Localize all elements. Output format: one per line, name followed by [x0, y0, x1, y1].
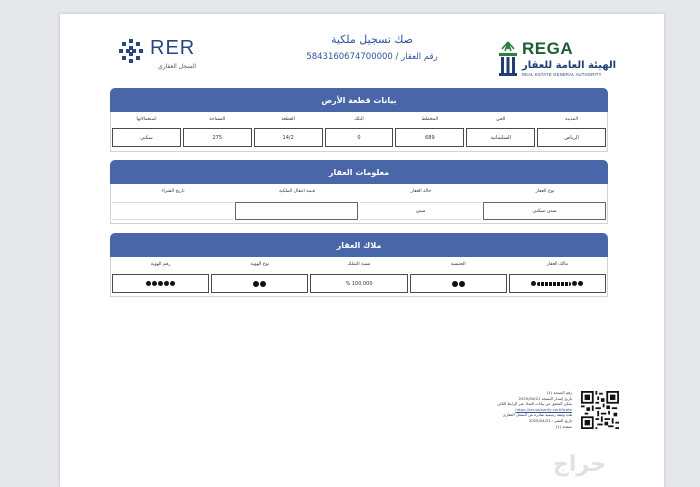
- land-value-plan: 689: [395, 128, 464, 147]
- land-value-usage: سكني: [112, 128, 181, 147]
- footer-page-number: صفحة (1): [555, 423, 572, 429]
- rega-arabic-name: الهيئة العامة للعقار: [522, 60, 617, 71]
- land-values-row: [111, 128, 607, 147]
- owner-values-row: [111, 274, 607, 293]
- deed-page: [60, 14, 664, 487]
- property-values-row: [111, 202, 607, 220]
- land-label-area: المساحة: [209, 117, 226, 122]
- redacted-id-number: [146, 281, 175, 286]
- land-value-district: السليمانية: [466, 128, 535, 147]
- owner-label-id-type: نوع الهوية: [250, 262, 270, 267]
- land-value-plot: 14/2: [254, 128, 323, 147]
- watermark-text: حراج: [553, 452, 606, 477]
- deed-number: 5843160674700000: [306, 52, 393, 62]
- owner-value-name: [509, 274, 606, 293]
- property-section-header: معلومات العقار: [110, 160, 608, 184]
- property-value-transfer-value: [235, 202, 358, 220]
- owner-label-name: مالك العقار: [546, 262, 569, 267]
- owner-value-share: 100.000 %: [310, 274, 407, 293]
- footer-print-date: تاريخ النشر : 2025/04/21: [528, 417, 572, 423]
- deed-number-line: [260, 52, 484, 62]
- footer-info: [402, 390, 572, 429]
- document-title-block: [260, 33, 484, 62]
- owner-label-share: نسبة التملك: [347, 262, 371, 267]
- land-section-header: بيانات قطعة الأرض: [110, 88, 608, 112]
- property-value-purchase-date: [112, 202, 233, 220]
- owner-value-nationality: [410, 274, 507, 293]
- land-label-city: المدينة: [565, 117, 578, 122]
- property-value-type: مبنى سكني: [483, 202, 606, 220]
- property-label-type: نوع العقار: [535, 189, 555, 194]
- rega-title: REGA: [522, 39, 574, 58]
- deed-number-label: رقم العقار /: [395, 52, 438, 62]
- property-value-status: مبنى: [360, 202, 481, 220]
- footer-verify-line: يمكن التحقق من بيانات الصك عبر الرابط التالي: [497, 401, 572, 407]
- land-label-block: البلك: [354, 117, 364, 122]
- land-label-district: الحي: [495, 117, 506, 122]
- redacted-id-type: [253, 281, 266, 287]
- footer-issue-date: تاريخ إصدار النسخة 2025/04/21: [518, 395, 572, 401]
- property-labels-row: [111, 189, 607, 194]
- footer-copy-number: رقم النسخة (1): [546, 390, 572, 395]
- rer-subtitle: السجل العقاري: [157, 63, 197, 70]
- land-label-plot: القطعة: [281, 117, 295, 122]
- owner-value-id-number: [112, 274, 209, 293]
- land-label-usage: استعمالاتها: [136, 117, 157, 122]
- property-label-transfer-value: قيمة انتقال الملكية: [279, 189, 315, 194]
- property-label-purchase-date: تاريخ الشراء: [161, 189, 185, 194]
- property-section-body: [110, 184, 608, 224]
- rer-logo-text: RER: [150, 37, 196, 59]
- land-value-area: 275: [183, 128, 252, 147]
- owner-label-nationality: الجنسية: [450, 262, 466, 267]
- qr-code-icon[interactable]: [581, 391, 619, 429]
- property-label-status: حالة العقار: [410, 189, 432, 194]
- owners-labels-row: [111, 262, 607, 267]
- land-labels-row: [111, 117, 607, 122]
- rega-english-name: REAL ESTATE GENERAL AUTHORITY: [522, 72, 602, 77]
- redacted-owner-name: [531, 281, 583, 286]
- land-value-block: 0: [325, 128, 394, 147]
- owner-value-id-type: [211, 274, 308, 293]
- footer-verify-link[interactable]: https://rer.sa/verify-certificate: [515, 406, 572, 412]
- rega-logo-text: [522, 39, 616, 77]
- land-label-plan: المخطط: [421, 117, 439, 122]
- owners-section-body: [110, 257, 608, 297]
- document-title: صك تسجيل ملكية: [330, 33, 414, 46]
- footer-note: هذه وثيقة رسمية صادرة من السجل العقاري: [502, 412, 572, 418]
- owner-label-id-number: رقم الهوية: [150, 262, 171, 267]
- redacted-nationality: [452, 281, 465, 287]
- land-section-body: [110, 112, 608, 152]
- land-value-city: الرياض: [537, 128, 606, 147]
- rer-logo-icon: [118, 38, 144, 64]
- owners-section-header: ملاك العقار: [110, 233, 608, 257]
